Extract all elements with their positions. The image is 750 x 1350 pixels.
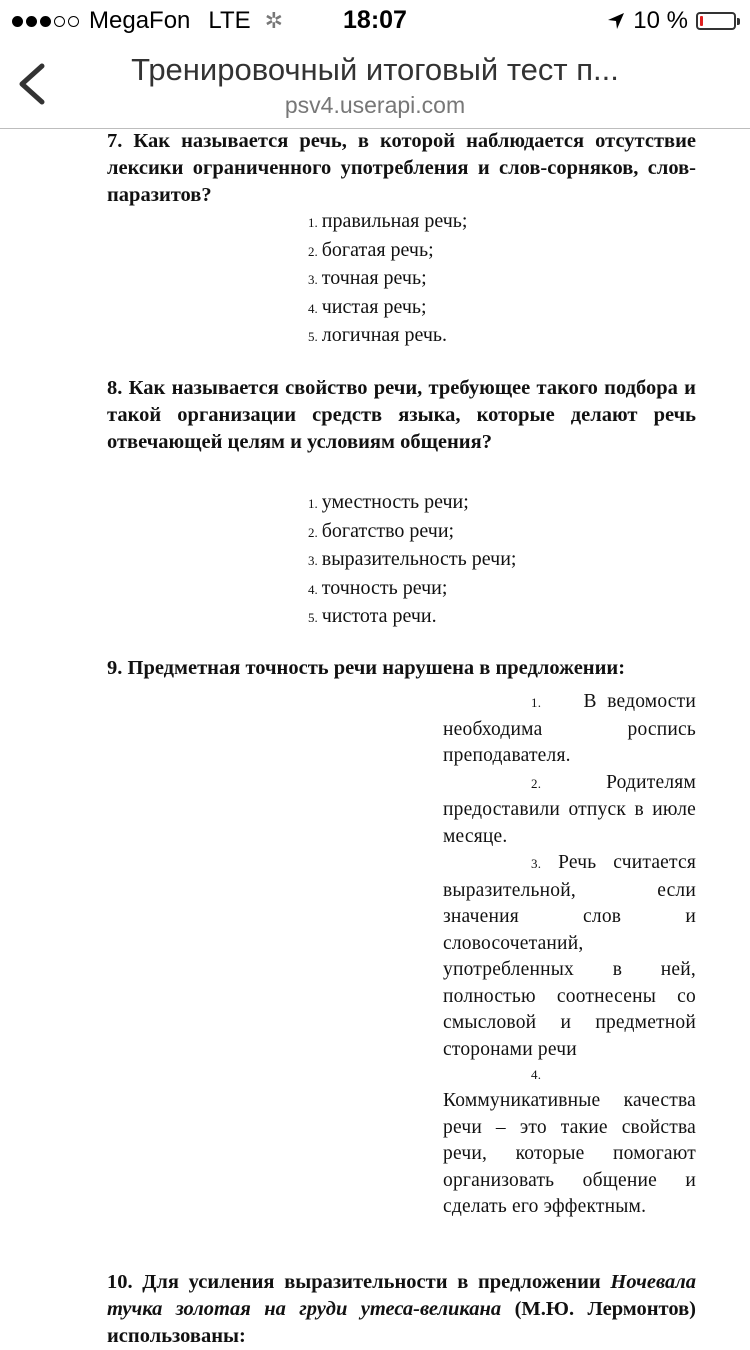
option-number: 4. [531,1067,542,1082]
location-arrow-icon [607,12,625,30]
option: 4. точность речи; [308,576,448,599]
question-9: 9. Предметная точность речи нарушена в предложении: [107,657,626,679]
page-url[interactable]: psv4.userapi.com [284,92,466,118]
activity-spinner-icon: ✲ [264,8,284,33]
question-7: 7. Как называется речь, в которой наблюдается отсутствие лексики ограниченного употребления и слов-сорняков, слов-паразитов? [107,130,696,206]
browser-nav-bar [0,40,750,129]
question-10: 10. Для усиления выразительности в предложении Ночевала тучка золотая на груди утеса-великана (М.Ю. Лермонтов) использованы: [107,1271,696,1347]
status-right [607,7,736,35]
option: 2. богатая речь; [308,238,434,261]
clock: 18:07 [343,6,407,34]
question-8: 8. Как называется свойство речи, требующее такого подбора и такой организации средств языка, которые делают речь отвечающей целям и условиям общения? [107,377,696,453]
quote: Ночевала тучка золотая на груди утеса-великана [107,1271,696,1320]
option: 4. чистая речь; [308,295,427,318]
option: 1. В ведомости необходима роспись преподавателя. [443,691,696,766]
document-view[interactable] [0,128,750,1347]
option: 1. уместность речи; [308,491,469,513]
option: 5. логичная речь. [308,324,448,346]
page-title: Тренировочный итоговый тест п... [131,52,619,87]
option: 5. чистота речи. [308,605,437,627]
option: 2. Родителям предоставили отпуск в июле месяце. [443,771,696,847]
option: Коммуникативные качества речи – это такие свойства речи, которые помогают организовать общение и сделать его эффектным. [443,1090,696,1217]
option: 3. выразительность речи; [308,548,517,570]
question-7-options [308,208,467,351]
status-bar [0,0,750,40]
option: 1. правильная речь; [308,210,468,232]
option: 3. точная речь; [308,267,427,289]
battery-percent: 10 % [633,7,688,34]
network-type: LTE [208,7,251,34]
option: 2. богатство речи; [308,519,455,542]
battery-icon [696,12,736,30]
question-9-options [443,689,696,1221]
option: 3. Речь считается выразительной, если значения слов и словосочетаний, употребленных в ней, полностью соотнесены со смысловой и предметной сторонами речи [443,852,697,1060]
question-8-options [308,489,516,632]
carrier-name: MegaFon [89,7,191,34]
